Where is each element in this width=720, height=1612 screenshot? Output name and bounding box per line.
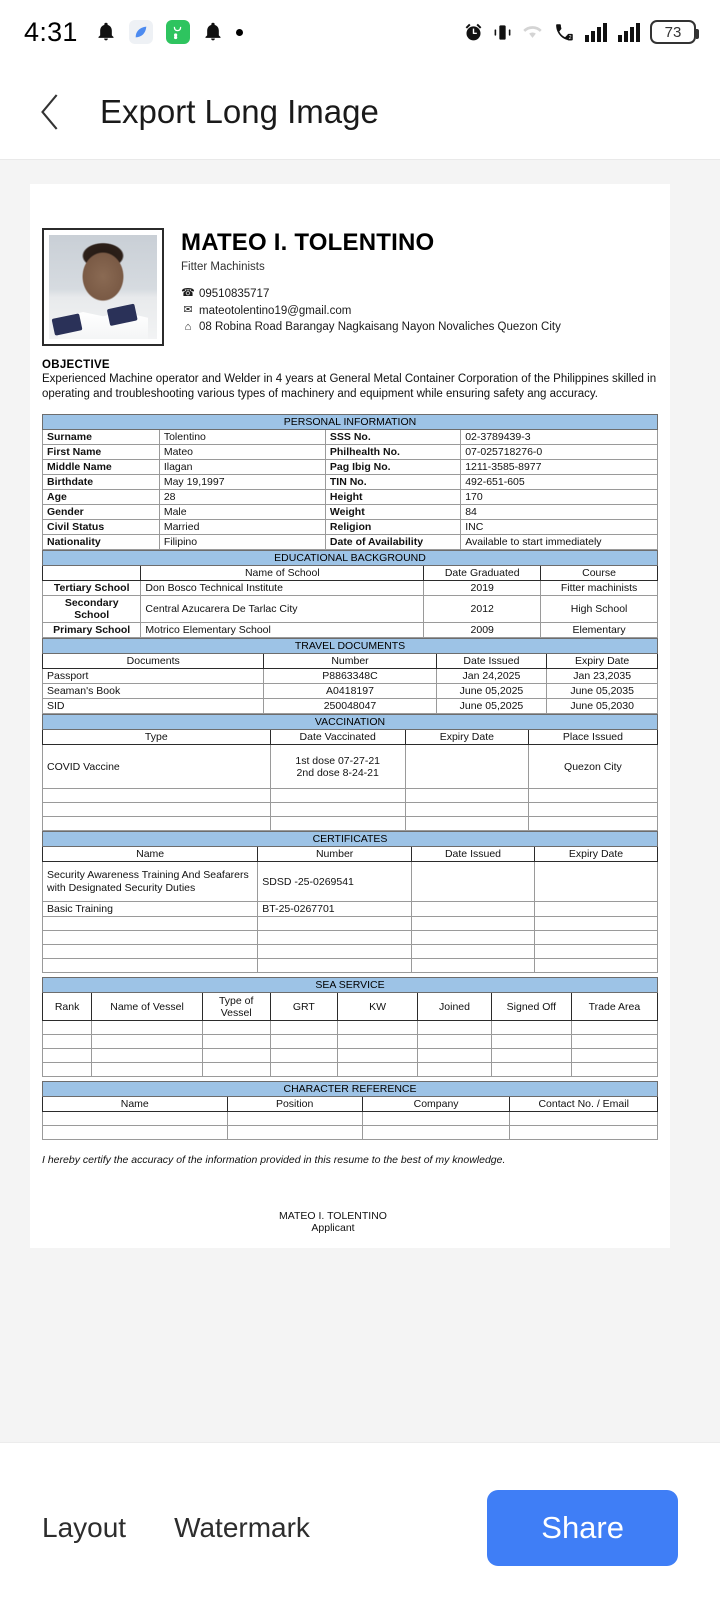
bell-icon xyxy=(96,21,116,43)
cell-value-dates xyxy=(270,745,405,789)
column-header: Trade Area xyxy=(571,993,657,1021)
cell-value: May 19,1997 xyxy=(159,475,325,490)
column-header: Signed Off xyxy=(491,993,571,1021)
cell-empty xyxy=(338,1021,418,1035)
table-row xyxy=(43,1126,658,1140)
table-row xyxy=(43,490,658,505)
preview-scroll-area[interactable] xyxy=(0,160,720,1442)
column-header: Number xyxy=(258,847,412,862)
cell-empty xyxy=(535,945,658,959)
table-row xyxy=(43,475,658,490)
table-row xyxy=(43,1049,658,1063)
applicant-role: Fitter Machinists xyxy=(181,260,265,273)
cell-value: Central Azucarera De Tarlac City xyxy=(141,596,424,623)
cell-value: Jan 24,2025 xyxy=(436,669,547,684)
cell-empty xyxy=(43,1035,92,1049)
contact-email xyxy=(181,303,561,320)
cell-value: Tolentino xyxy=(159,430,325,445)
certificates-table xyxy=(42,831,658,973)
cell-value: 84 xyxy=(461,505,658,520)
column-header xyxy=(43,566,141,581)
cell-empty xyxy=(202,1021,270,1035)
layout-button[interactable]: Layout xyxy=(42,1511,127,1543)
certification-statement: I hereby certify the accuracy of the information provided in this resume to the best of my knowledge. xyxy=(42,1154,506,1167)
cell-empty xyxy=(92,1021,203,1035)
email-icon: ✉ xyxy=(183,303,193,316)
section-header-sea-service: SEA SERVICE xyxy=(43,978,658,993)
table-row xyxy=(43,917,658,931)
cell-value: A0418197 xyxy=(264,684,436,699)
cell-empty xyxy=(258,917,412,931)
cell-label: Tertiary School xyxy=(43,581,141,596)
objective-text: Experienced Machine operator and Welder in 4 years at General Metal Container Corporation of the Philippines skilled in operating and troubleshooting various types of machinery and equipment while ensuring safety ang accuracy. xyxy=(42,373,657,401)
contact-phone xyxy=(181,286,561,303)
cell-empty xyxy=(202,1049,270,1063)
applicant-photo xyxy=(42,228,164,346)
cell-empty xyxy=(43,1021,92,1035)
cell-empty xyxy=(535,917,658,931)
cell-empty xyxy=(491,1063,571,1077)
cell-value: Mateo xyxy=(159,445,325,460)
cell-value: Elementary xyxy=(541,623,658,638)
cell-value: Basic Training xyxy=(43,902,258,917)
cell-value: 02-3789439-3 xyxy=(461,430,658,445)
cell-empty xyxy=(571,1063,657,1077)
cell-value: 07-025718276-0 xyxy=(461,445,658,460)
table-row xyxy=(43,789,658,803)
table-row xyxy=(43,745,658,789)
cell-empty xyxy=(92,1035,203,1049)
cell-empty xyxy=(510,1112,658,1126)
objective-section xyxy=(42,359,658,402)
cell-empty xyxy=(92,1063,203,1077)
cell-label: Gender xyxy=(43,505,160,520)
sea-service-table xyxy=(42,977,658,1077)
table-row xyxy=(43,623,658,638)
cell-empty xyxy=(43,945,258,959)
column-header: Contact No. / Email xyxy=(510,1097,658,1112)
cell-empty xyxy=(571,1021,657,1035)
cell-value xyxy=(535,902,658,917)
resume-document[interactable] xyxy=(30,184,670,1248)
column-header: Date Vaccinated xyxy=(270,730,405,745)
cell-empty xyxy=(528,817,657,831)
cell-empty xyxy=(227,1126,362,1140)
section-header-personal-information: PERSONAL INFORMATION xyxy=(43,415,658,430)
column-header: Number xyxy=(264,654,436,669)
table-row xyxy=(43,1021,658,1035)
column-header: Place Issued xyxy=(528,730,657,745)
column-header: Course xyxy=(541,566,658,581)
cell-value: 2019 xyxy=(424,581,541,596)
table-row xyxy=(43,581,658,596)
cell-value: P8863348C xyxy=(264,669,436,684)
cell-empty xyxy=(510,1126,658,1140)
dose-2: 2nd dose 8-24-21 xyxy=(296,766,379,779)
column-header: Company xyxy=(362,1097,510,1112)
travel-documents-table xyxy=(42,638,658,714)
table-row xyxy=(43,596,658,623)
column-header: Date Issued xyxy=(436,654,547,669)
table-row xyxy=(43,862,658,902)
cell-value: Don Bosco Technical Institute xyxy=(141,581,424,596)
vaccination-table xyxy=(42,714,658,831)
watermark-button[interactable]: Watermark xyxy=(174,1511,310,1543)
cell-label: Surname xyxy=(43,430,160,445)
cell-empty xyxy=(412,959,535,973)
column-header: Name xyxy=(43,847,258,862)
cell-value: June 05,2025 xyxy=(436,699,547,714)
table-row xyxy=(43,803,658,817)
cell-empty xyxy=(418,1063,492,1077)
section-header-educational-background: EDUCATIONAL BACKGROUND xyxy=(43,551,658,566)
cell-value: 250048047 xyxy=(264,699,436,714)
cell-empty xyxy=(43,803,271,817)
column-header: Documents xyxy=(43,654,264,669)
status-bar-notification-icons xyxy=(96,20,243,44)
table-row xyxy=(43,817,658,831)
column-header: Expiry Date xyxy=(547,654,658,669)
cell-empty xyxy=(362,1112,510,1126)
section-header-certificates: CERTIFICATES xyxy=(43,832,658,847)
cell-empty xyxy=(405,789,528,803)
cell-empty xyxy=(418,1035,492,1049)
section-header-vaccination: VACCINATION xyxy=(43,715,658,730)
table-row xyxy=(43,1035,658,1049)
call-icon xyxy=(553,22,575,43)
cell-empty xyxy=(491,1035,571,1049)
contact-phone-value: 09510835717 xyxy=(199,287,270,300)
table-row xyxy=(43,1063,658,1077)
column-header: Type xyxy=(43,730,271,745)
cell-empty xyxy=(270,817,405,831)
cell-empty xyxy=(43,1063,92,1077)
cell-label: Age xyxy=(43,490,160,505)
phone-icon: ☎ xyxy=(181,287,195,300)
page-title: Export Long Image xyxy=(100,92,379,130)
cell-value: Motrico Elementary School xyxy=(141,623,424,638)
table-row xyxy=(43,699,658,714)
table-row xyxy=(43,460,658,475)
cell-value xyxy=(535,862,658,902)
table-header-row xyxy=(43,993,658,1021)
cell-empty xyxy=(571,1049,657,1063)
cell-empty xyxy=(338,1049,418,1063)
column-header: GRT xyxy=(270,993,338,1021)
cell-label: First Name xyxy=(43,445,160,460)
cell-empty xyxy=(528,789,657,803)
app-blue-icon xyxy=(129,20,153,44)
battery-percent: 73 xyxy=(664,23,682,41)
cell-empty xyxy=(418,1049,492,1063)
signature-role: Applicant xyxy=(311,1222,355,1235)
cell-empty xyxy=(227,1112,362,1126)
cell-value: Ilagan xyxy=(159,460,325,475)
bell-ring-icon xyxy=(203,21,223,43)
cell-value: 2012 xyxy=(424,596,541,623)
table-row xyxy=(43,445,658,460)
cell-value: 28 xyxy=(159,490,325,505)
cell-label: Secondary School xyxy=(43,596,141,623)
share-button[interactable]: Share xyxy=(487,1490,678,1566)
cell-label: Religion xyxy=(325,520,460,535)
wifi-icon xyxy=(521,22,544,42)
table-row xyxy=(43,669,658,684)
svg-text:2: 2 xyxy=(568,34,572,41)
cell-label: Nationality xyxy=(43,535,160,550)
column-header: Position xyxy=(227,1097,362,1112)
table-row xyxy=(43,430,658,445)
cell-empty xyxy=(270,803,405,817)
cell-value: Seaman's Book xyxy=(43,684,264,699)
bottom-toolbar xyxy=(0,1442,720,1612)
cell-value: Jan 23,2035 xyxy=(547,669,658,684)
cell-label: Philhealth No. xyxy=(325,445,460,460)
signal-2-icon xyxy=(617,22,641,42)
cell-empty xyxy=(43,917,258,931)
cell-empty xyxy=(92,1049,203,1063)
table-row xyxy=(43,535,658,550)
cell-empty xyxy=(338,1063,418,1077)
signature-name: MATEO I. TOLENTINO xyxy=(279,1210,387,1223)
table-header-row xyxy=(43,730,658,745)
battery-icon xyxy=(650,20,696,44)
column-header: Name of School xyxy=(141,566,424,581)
status-bar xyxy=(0,0,720,64)
cell-label: TIN No. xyxy=(325,475,460,490)
cell-empty xyxy=(362,1126,510,1140)
cell-label: Birthdate xyxy=(43,475,160,490)
cell-value: 170 xyxy=(461,490,658,505)
table-row xyxy=(43,931,658,945)
cell-empty xyxy=(491,1049,571,1063)
cell-empty xyxy=(405,803,528,817)
contact-address-value: 08 Robina Road Barangay Nagkaisang Nayon Novaliches Quezon City xyxy=(199,321,561,334)
educational-background-table xyxy=(42,550,658,638)
contact-list xyxy=(181,286,561,336)
contact-email-value: mateotolentino19@gmail.com xyxy=(199,304,352,317)
cell-empty xyxy=(258,931,412,945)
column-header: Joined xyxy=(418,993,492,1021)
column-header: Name of Vessel xyxy=(92,993,203,1021)
cell-value: June 05,2025 xyxy=(436,684,547,699)
table-header-row xyxy=(43,1097,658,1112)
contact-address xyxy=(181,319,561,336)
cell-empty xyxy=(258,959,412,973)
table-row xyxy=(43,1112,658,1126)
status-bar-system-icons xyxy=(463,20,696,44)
cell-empty xyxy=(202,1063,270,1077)
table-row xyxy=(43,520,658,535)
cell-value: Male xyxy=(159,505,325,520)
cell-value: SID xyxy=(43,699,264,714)
signature-block xyxy=(36,1210,664,1234)
cell-value: 2009 xyxy=(424,623,541,638)
status-bar-time: 4:31 xyxy=(24,16,78,47)
table-header-row xyxy=(43,566,658,581)
signal-1-icon xyxy=(584,22,608,42)
cell-empty xyxy=(412,917,535,931)
column-header: KW xyxy=(338,993,418,1021)
cell-empty xyxy=(43,959,258,973)
column-header: Name xyxy=(43,1097,228,1112)
cell-empty xyxy=(535,931,658,945)
objective-title: OBJECTIVE xyxy=(42,359,110,371)
column-header: Expiry Date xyxy=(405,730,528,745)
cell-empty xyxy=(270,1021,338,1035)
cell-empty xyxy=(258,945,412,959)
cell-empty xyxy=(528,803,657,817)
column-header: Type of Vessel xyxy=(202,993,270,1021)
alarm-icon xyxy=(463,22,484,43)
cell-label: Weight xyxy=(325,505,460,520)
cell-empty xyxy=(412,931,535,945)
table-row xyxy=(43,505,658,520)
cell-value: 1211-3585-8977 xyxy=(461,460,658,475)
back-button[interactable] xyxy=(28,89,74,135)
app-bar xyxy=(0,64,720,160)
personal-information-table xyxy=(42,414,658,550)
cell-empty xyxy=(405,817,528,831)
cell-value: COVID Vaccine xyxy=(43,745,271,789)
cell-empty xyxy=(270,789,405,803)
cell-value: INC xyxy=(461,520,658,535)
table-row xyxy=(43,945,658,959)
character-reference-table xyxy=(42,1081,658,1140)
cell-label: Date of Availability xyxy=(325,535,460,550)
cell-value xyxy=(412,902,535,917)
dose-1: 1st dose 07-27-21 xyxy=(295,754,381,767)
cell-empty xyxy=(270,1063,338,1077)
cell-value xyxy=(412,862,535,902)
table-row xyxy=(43,959,658,973)
cell-value: Available to start immediately xyxy=(461,535,658,550)
cell-empty xyxy=(270,1035,338,1049)
resume-header xyxy=(36,214,664,346)
home-icon: ⌂ xyxy=(184,320,192,333)
cell-value: June 05,2035 xyxy=(547,684,658,699)
cell-empty xyxy=(43,789,271,803)
cell-empty xyxy=(43,931,258,945)
section-header-character-reference: CHARACTER REFERENCE xyxy=(43,1082,658,1097)
cell-value: Fitter machinists xyxy=(541,581,658,596)
column-header: Expiry Date xyxy=(535,847,658,862)
cell-empty xyxy=(43,1126,228,1140)
cell-label: Middle Name xyxy=(43,460,160,475)
cell-value: Married xyxy=(159,520,325,535)
cell-value: Filipino xyxy=(159,535,325,550)
cell-value: Security Awareness Training And Seafarers with Designated Security Duties xyxy=(43,862,258,902)
cell-empty xyxy=(535,959,658,973)
cell-empty xyxy=(202,1035,270,1049)
cell-empty xyxy=(338,1035,418,1049)
cell-empty xyxy=(270,1049,338,1063)
table-row xyxy=(43,684,658,699)
table-header-row xyxy=(43,654,658,669)
column-header: Rank xyxy=(43,993,92,1021)
cell-label: SSS No. xyxy=(325,430,460,445)
table-header-row xyxy=(43,847,658,862)
cell-value xyxy=(405,745,528,789)
cell-value: High School xyxy=(541,596,658,623)
app-green-icon xyxy=(166,20,190,44)
cell-empty xyxy=(412,945,535,959)
cell-empty xyxy=(43,817,271,831)
section-header-travel-documents: TRAVEL DOCUMENTS xyxy=(43,639,658,654)
cell-value: Passport xyxy=(43,669,264,684)
cell-empty xyxy=(571,1035,657,1049)
cell-value: SDSD -25-0269541 xyxy=(258,862,412,902)
cell-value: 492-651-605 xyxy=(461,475,658,490)
cell-label: Primary School xyxy=(43,623,141,638)
cell-empty xyxy=(418,1021,492,1035)
column-header: Date Issued xyxy=(412,847,535,862)
cell-empty xyxy=(43,1112,228,1126)
cell-value: Quezon City xyxy=(528,745,657,789)
cell-value: June 05,2030 xyxy=(547,699,658,714)
cell-label: Height xyxy=(325,490,460,505)
applicant-name: MATEO I. TOLENTINO xyxy=(181,229,435,256)
column-header: Date Graduated xyxy=(424,566,541,581)
cell-value: BT-25-0267701 xyxy=(258,902,412,917)
cell-label: Civil Status xyxy=(43,520,160,535)
cell-empty xyxy=(491,1021,571,1035)
cell-label: Pag Ibig No. xyxy=(325,460,460,475)
cell-empty xyxy=(43,1049,92,1063)
table-row xyxy=(43,902,658,917)
vibrate-icon xyxy=(493,22,512,43)
dot-icon xyxy=(236,29,243,36)
